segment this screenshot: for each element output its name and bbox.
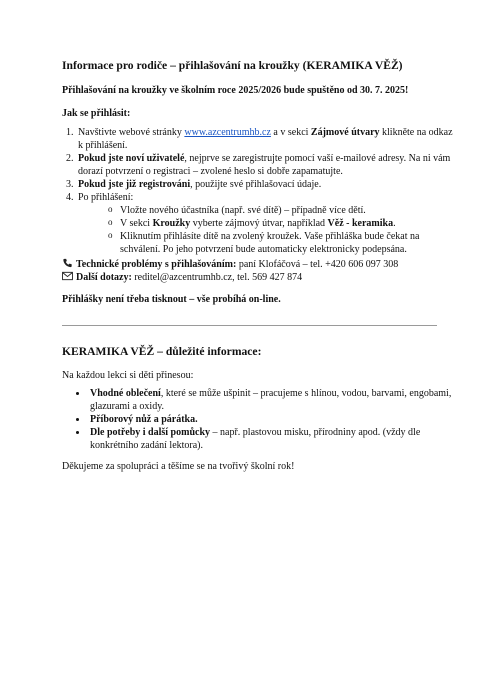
step-2 xyxy=(76,152,460,178)
envelope-icon xyxy=(62,271,73,281)
phone-icon xyxy=(62,258,73,268)
registration-steps-list xyxy=(62,126,460,256)
section-2-intro: Na každou lekci si děti přinesou: xyxy=(62,370,194,381)
sub-step-3: o Kliknutím přihlásíte dítě na zvolený kroužek. Vaše přihláška bude čekat na schválení. Po jeho potvrzení bude automaticky elektronicky podepsána. xyxy=(108,230,460,256)
other-contact-line xyxy=(62,271,452,284)
closing-thanks: Děkujeme za spolupráci a těšíme se na tvořivý školní rok! xyxy=(62,461,295,472)
bring-item-3-bold: Dle potřeby i další pomůcky xyxy=(90,427,211,438)
tech-contact-line xyxy=(62,258,452,271)
sub-step-2-pre: V sekci xyxy=(120,218,153,229)
tech-contact-text: paní Klofáčová – tel. +420 606 097 308 xyxy=(236,259,399,270)
step-4-text: Po přihlášení: xyxy=(78,192,134,203)
step-3 xyxy=(76,178,460,191)
bring-item-1-bold: Vhodné oblečení xyxy=(90,388,161,399)
step-1 xyxy=(76,126,460,152)
step-1-section-name: Zájmové útvary xyxy=(310,127,380,138)
website-link[interactable]: www.azcentrumhb.cz xyxy=(184,127,271,138)
bring-item-1-text: , které se může ušpinit – pracujeme s hlínou, vodou, barvami, engobami, glazurami a oxidy. xyxy=(90,388,452,412)
step-1-text-mid: a v sekci xyxy=(270,127,311,138)
other-contact-text: reditel@azcentrumhb.cz, tel. 569 427 874 xyxy=(131,272,303,283)
items-to-bring-list xyxy=(74,387,460,452)
sub-step-2 xyxy=(108,217,460,230)
sub-step-2-section: Kroužky xyxy=(152,218,191,229)
step-1-text-pre: Navštivte webové stránky xyxy=(78,127,185,138)
no-print-note: Přihlášky není třeba tisknout – vše probíhá on-line. xyxy=(62,294,281,305)
sub-step-2-post: . xyxy=(393,218,396,229)
other-contact-label: Další dotazy: xyxy=(76,272,132,283)
registration-announcement: Přihlašování na kroužky ve školním roce 2025/2026 bude spuštěno od 30. 7. 2025! xyxy=(62,85,409,96)
bring-item-3-text: – např. plastovou misku, přírodniny apod. (vždy dle konkrétního zadání lektora). xyxy=(90,427,421,451)
section-2-heading: KERAMIKA VĚŽ – důležité informace: xyxy=(62,345,262,358)
bring-item-2-bold: Příborový nůž a párátka. xyxy=(90,414,198,425)
section-divider xyxy=(62,325,437,326)
step-2-text: , nejprve se zaregistrujte pomocí vaší e-mailové adresy. Na ni vám dorazí potvrzení o registraci – zvolené heslo si dobře zapamatujte. xyxy=(78,153,451,177)
after-login-sublist xyxy=(78,204,460,256)
step-3-text: , použijte své přihlašovací údaje. xyxy=(190,179,322,190)
how-to-register-heading: Jak se přihlásit: xyxy=(62,108,131,119)
sub-step-1: o Vložte nového účastníka (např. své dítě) – případně více dětí. xyxy=(108,204,460,217)
step-1-text-post: klikněte na odkaz k přihlášení. xyxy=(78,127,453,151)
tech-contact-label: Technické problémy s přihlašováním: xyxy=(76,259,237,270)
page-title: Informace pro rodiče – přihlašování na kroužky (KERAMIKA VĚŽ) xyxy=(62,59,403,72)
step-4 xyxy=(76,191,460,256)
step-2-bold: Pokud jste noví uživatelé xyxy=(78,153,185,164)
sub-step-2-mid: vyberte zájmový útvar, například xyxy=(190,218,328,229)
bring-item-1 xyxy=(88,387,460,413)
bring-item-3 xyxy=(88,426,460,452)
step-3-bold: Pokud jste již registrováni xyxy=(78,179,191,190)
sub-step-2-example: Věž - keramika xyxy=(327,218,394,229)
bring-item-2 xyxy=(88,413,460,426)
